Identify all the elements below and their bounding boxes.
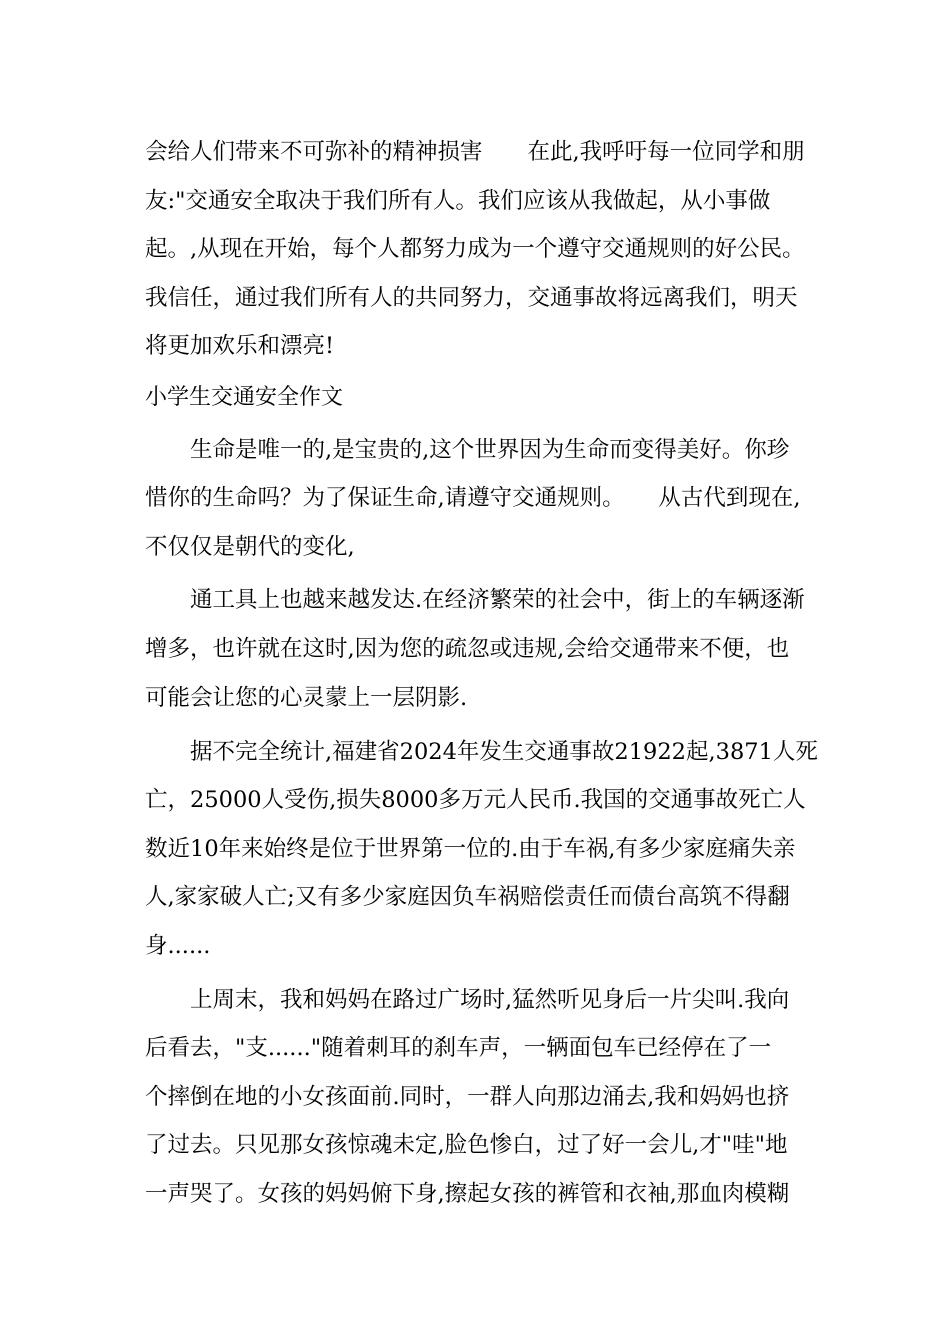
essay-title: 小学生交通安全作文 xyxy=(145,385,344,410)
intro-line: 我信任，通过我们所有人的共同努力，交通事故将远离我们，明天 xyxy=(145,285,798,311)
paragraph-line: 了过去。只见那女孩惊魂未定,脸色惨白，过了好一会儿,才"哇"地 xyxy=(145,1132,788,1158)
paragraph-line: 后看去，"支......"随着刺耳的刹车声，一辆面包车已经停在了一 xyxy=(145,1035,772,1061)
paragraph-line: 增多，也许就在这时,因为您的疏忽或违规,会给交通带来不便，也 xyxy=(145,636,790,662)
paragraph-line: 亡，25000人受伤,损失8000多万元人民币.我国的交通事故死亡人 xyxy=(145,787,806,813)
paragraph-line: 一声哭了。女孩的妈妈俯下身,擦起女孩的裤管和衣袖,那血肉模糊 xyxy=(145,1181,790,1207)
paragraph-line: 据不完全统计,福建省2024年发生交通事故21922起,3871人死 xyxy=(145,739,818,765)
paragraph-line: 个摔倒在地的小女孩面前.同时，一群人向那边涌去,我和妈妈也挤 xyxy=(145,1084,790,1110)
paragraph-line: 惜你的生命吗？为了保证生命,请遵守交通规则。 从古代到现在, xyxy=(145,485,801,511)
intro-line: 友:"交通安全取决于我们所有人。我们应该从我做起，从小事做 xyxy=(145,188,771,214)
intro-line: 会给人们带来不可弥补的精神损害 在此,我呼吁每一位同学和朋 xyxy=(145,139,805,165)
paragraph-line: 可能会让您的心灵蒙上一层阴影. xyxy=(145,685,468,711)
paragraph-line: 身...... xyxy=(145,933,211,959)
paragraph-line: 上周末，我和妈妈在路过广场时,猛然听见身后一片尖叫.我向 xyxy=(145,987,790,1013)
intro-line: 起。,从现在开始，每个人都努力成为一个遵守交通规则的好公民。 xyxy=(145,236,805,262)
intro-line: 将更加欢乐和漂亮! xyxy=(145,333,335,359)
paragraph-line: 通工具上也越来越发达.在经济繁荣的社会中，街上的车辆逐渐 xyxy=(145,587,805,613)
paragraph-line: 生命是唯一的,是宝贵的,这个世界因为生命而变得美好。你珍 xyxy=(145,437,790,463)
paragraph-line: 不仅仅是朝代的变化, xyxy=(145,534,355,560)
paragraph-line: 数近10年来始终是位于世界第一位的.由于车祸,有多少家庭痛失亲 xyxy=(145,836,796,862)
paragraph-line: 人,家家破人亡;又有多少家庭因负车祸赔偿责任而债台高筑不得翻 xyxy=(145,884,790,910)
